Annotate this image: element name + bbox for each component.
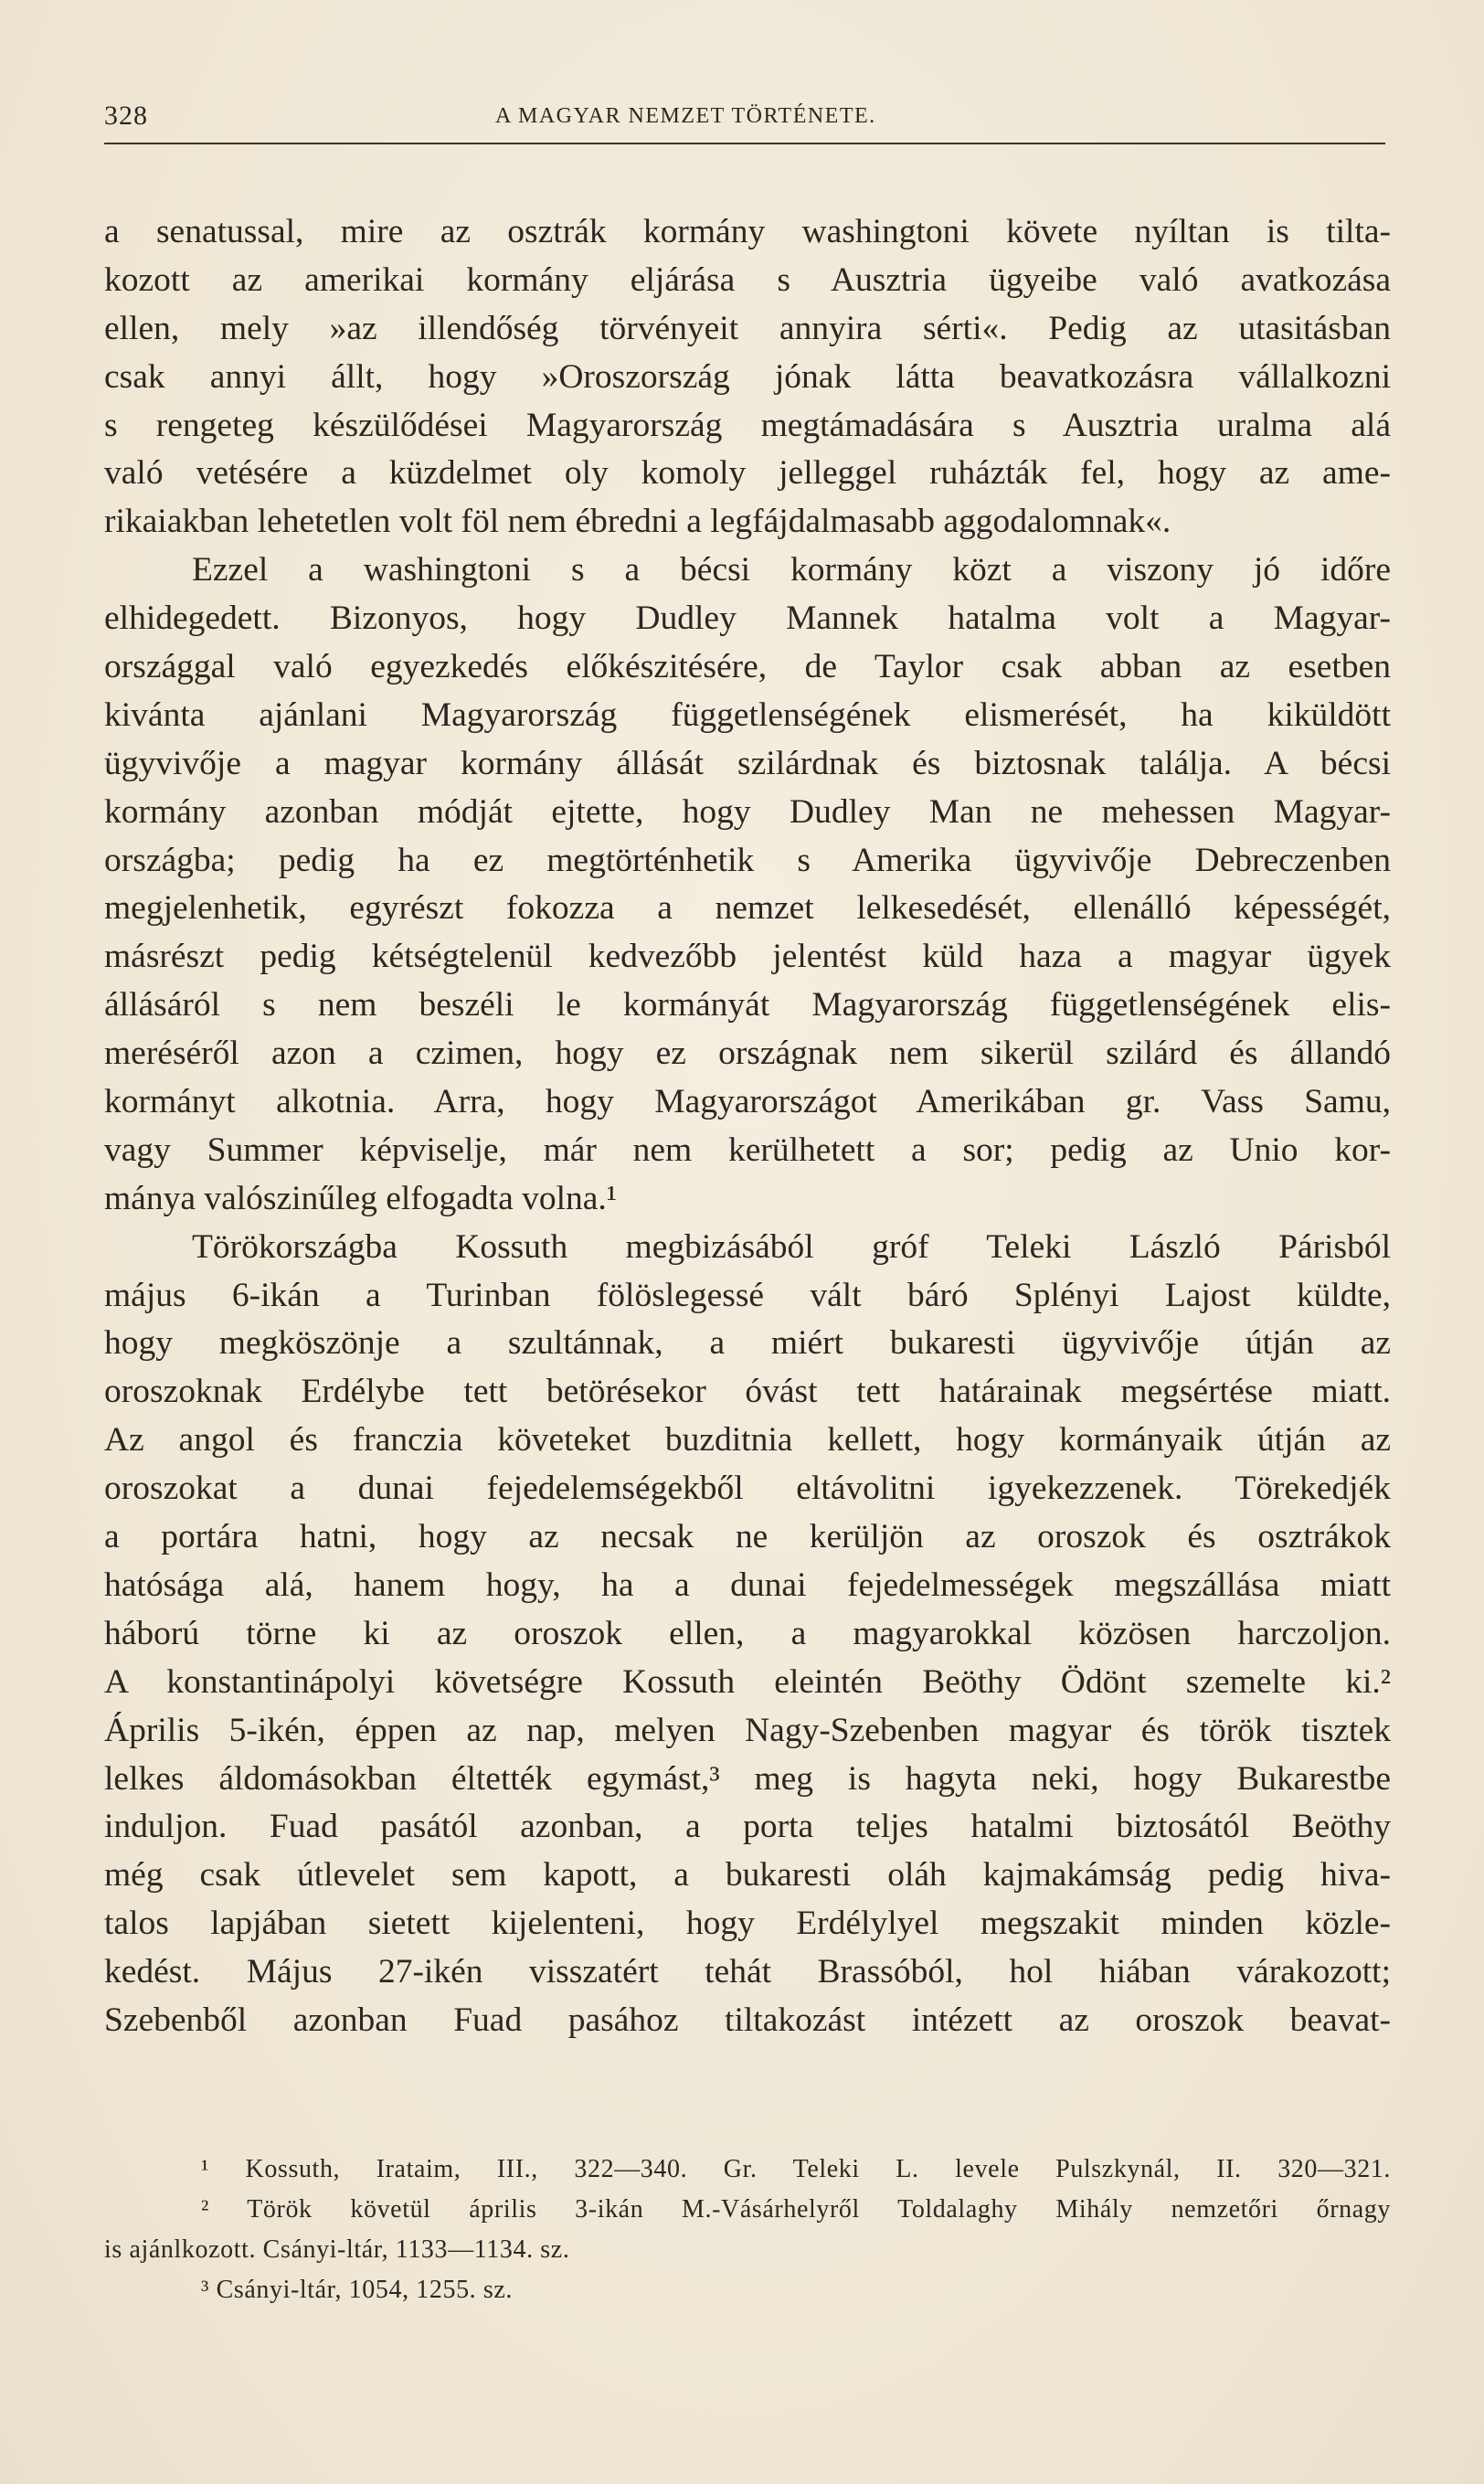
text-line: országba; pedig ha ez megtörténhetik s Amerika ügyvivője Debreczenben (104, 841, 1391, 879)
text-line: Április 5-ikén, éppen az nap, melyen Nagy-Szebenben magyar és török tisztek (104, 1711, 1391, 1749)
text-line: háború törne ki az oroszok ellen, a magyarokkal közösen harczoljon. (104, 1614, 1391, 1652)
text-line: oroszoknak Erdélybe tett betörésekor óvást tett határainak megsértése miatt. (104, 1373, 1391, 1411)
page-header (104, 95, 1383, 139)
body-text (104, 208, 1391, 2045)
text-line: induljon. Fuad pasától azonban, a porta teljes hatalmi biztosától Beöthy (104, 1808, 1391, 1846)
text-line: elhidegedett. Bizonyos, hogy Dudley Mannek hatalma volt a Magyar- (104, 600, 1391, 638)
footnote-line: ² Török követül április 3-ikán M.-Vásárhelyről Toldalaghy Mihály nemzetőri őrnagy (201, 2195, 1391, 2224)
footnote-line: is ajánlkozott. Csányi-ltár, 1133—1134. sz. (104, 2235, 570, 2264)
running-title: A MAGYAR NEMZET TÖRTÉNETE. (495, 104, 876, 128)
text-line: másrészt pedig kétségtelenül kedvezőbb jelentést küld haza a magyar ügyek (104, 938, 1391, 976)
text-line: megjelenhetik, egyrészt fokozza a nemzet lelkesedését, ellenálló képességét, (104, 889, 1391, 928)
text-line: kozott az amerikai kormány eljárása s Ausztria ügyeibe való avatkozása (104, 260, 1391, 299)
footnotes (104, 2150, 1391, 2310)
text-line: ügyvivője a magyar kormány állását szilárdnak és biztosnak találja. A bécsi (104, 744, 1391, 782)
page-number: 328 (104, 101, 148, 131)
text-line: rikaiakban lehetetlen volt föl nem ébredni a legfájdalmasabb aggodalomnak«. (104, 503, 1171, 541)
footnote-line: ³ Csányi-ltár, 1054, 1255. sz. (201, 2276, 514, 2304)
footnote-line: ¹ Kossuth, Irataim, III., 322—340. Gr. Teleki L. levele Pulszkynál, II. 320—321. (201, 2155, 1391, 2183)
text-line: országgal való egyezkedés előkészitésére, de Taylor csak abban az esetben (104, 648, 1391, 686)
text-line: vagy Summer képviselje, már nem kerülhetett a sor; pedig az Unio kor- (104, 1131, 1391, 1169)
text-line: még csak útlevelet sem kapott, a bukaresti oláh kajmakámság pedig hiva- (104, 1856, 1391, 1895)
text-line: meréséről azon a czimen, hogy ez országnak nem sikerül szilárd és állandó (104, 1035, 1391, 1073)
text-line: ellen, mely »az illendőség törvényeit annyira sérti«. Pedig az utasitásban (104, 309, 1391, 347)
text-line: Szebenből azonban Fuad pasához tiltakozást intézett az oroszok beavat- (104, 2001, 1391, 2039)
text-line: talos lapjában sietett kijelenteni, hogy Erdélylyel megszakit minden közle- (104, 1905, 1391, 1943)
text-line: A konstantinápolyi követségre Kossuth eleintén Beöthy Ödönt szemelte ki.² (104, 1662, 1391, 1701)
text-line: a portára hatni, hogy az necsak ne kerüljön az oroszok és osztrákok (104, 1518, 1391, 1556)
text-line: hatósága alá, hanem hogy, ha a dunai fejedelmességek megszállása miatt (104, 1566, 1391, 1604)
text-line: kivánta ajánlani Magyarország függetlenségének elismerését, ha kiküldött (104, 695, 1391, 734)
text-line: Az angol és franczia követeket buzditnia kellett, hogy kormányaik útján az (104, 1421, 1391, 1460)
text-line: mánya valószinűleg elfogadta volna.¹ (104, 1179, 618, 1217)
text-line: való vetésére a küzdelmet oly komoly jelleggel ruházták fel, hogy az ame- (104, 454, 1391, 493)
text-line: május 6-ikán a Turinban fölöslegessé vált báró Splényi Lajost küldte, (104, 1276, 1391, 1314)
header-rule (104, 143, 1385, 144)
text-line: kedést. Május 27-ikén visszatért tehát Brassóból, hol hiában várakozott; (104, 1953, 1391, 1991)
text-line: állásáról s nem beszéli le kormányát Magyarország függetlenségének elis- (104, 986, 1391, 1024)
text-line: oroszokat a dunai fejedelemségekből eltávolitni igyekezzenek. Törekedjék (104, 1470, 1391, 1508)
text-line: a senatussal, mire az osztrák kormány washingtoni követe nyíltan is tilta- (104, 213, 1391, 250)
text-line: hogy megköszönje a szultánnak, a miért bukaresti ügyvivője útján az (104, 1324, 1391, 1363)
text-line: kormány azonban módját ejtette, hogy Dudley Man ne mehessen Magyar- (104, 792, 1391, 831)
text-line: lelkes áldomásokban éltették egymást,³ meg is hagyta neki, hogy Bukarestbe (104, 1759, 1391, 1798)
text-line: csak annyi állt, hogy »Oroszország jónak látta beavatkozásra vállalkozni (104, 357, 1391, 396)
text-line: Ezzel a washingtoni s a bécsi kormány közt a viszony jó időre (192, 551, 1391, 589)
text-line: kormányt alkotnia. Arra, hogy Magyarországot Amerikában gr. Vass Samu, (104, 1083, 1391, 1121)
text-line: s rengeteg készülődései Magyarország megtámadására s Ausztria uralma alá (104, 406, 1391, 444)
text-line: Törökországba Kossuth megbizásából gróf Teleki László Párisból (192, 1227, 1391, 1266)
